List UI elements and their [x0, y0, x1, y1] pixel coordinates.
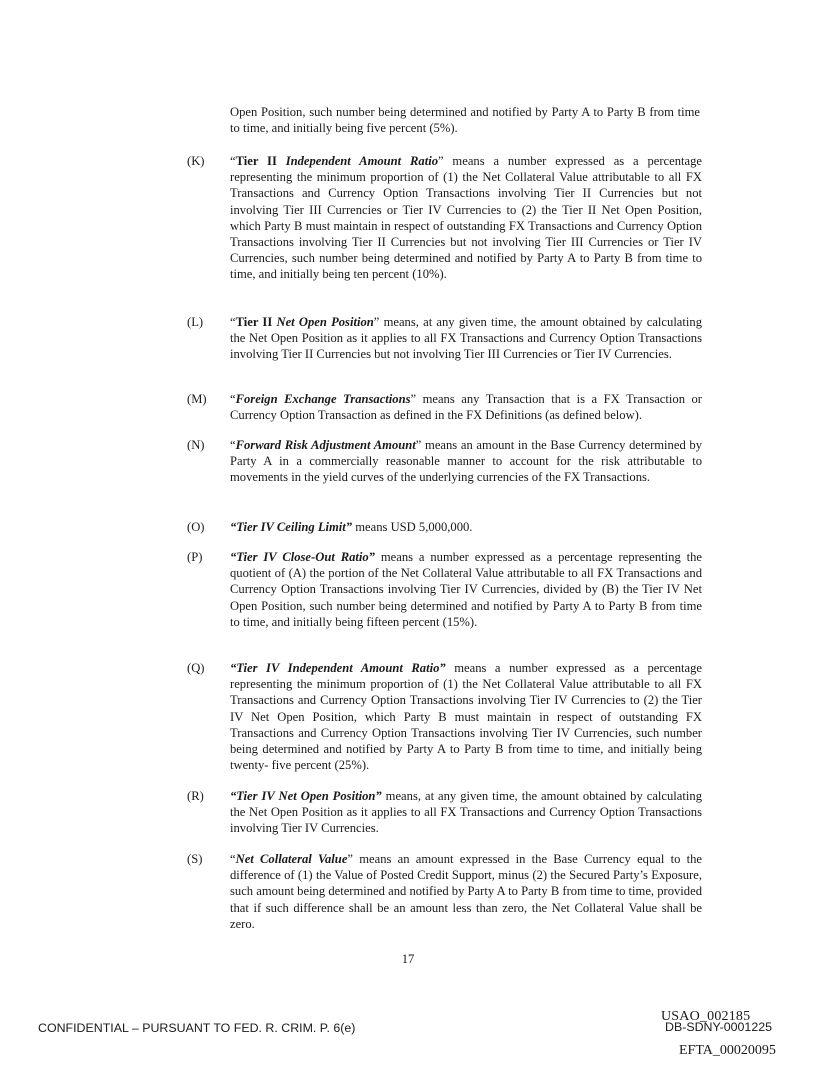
defined-term: Net Open Position	[276, 315, 374, 329]
definition-l	[187, 314, 702, 363]
definition-text	[230, 788, 702, 837]
definition-p	[187, 549, 702, 630]
defined-term: “Tier IV Ceiling Limit”	[230, 520, 353, 534]
bates-number-db: DB-SDNY-0001225	[665, 1020, 772, 1034]
definition-label: (O)	[187, 520, 205, 534]
definition-k	[187, 153, 702, 283]
definition-body: means an amount in the Base Currency determined by Party A in a commercially reasonable manner to account for the risk attributable to movements in the yield curves of the underlying currencies of the FX Transactions.	[230, 438, 703, 485]
definition-body: means a number expressed as a percentage representing the minimum proportion of (1) the Net Collateral Value attributable to all FX Transactions and Currency Option Transactions involving Tier IV Currencies to (2) the Tier IV Net Open Position, which Party B must maintain in respect of outstanding FX Transactions and Currency Option Transactions involving Tier IV Currencies, such number being determined and notified by Party A to Party B from time to time, and initially being twenty- five percent (25%).	[230, 661, 702, 773]
definition-m	[187, 391, 702, 423]
definition-label: (S)	[187, 852, 203, 866]
definition-body: means a number expressed as a percentage representing the minimum proportion of (1) the Net Collateral Value attributable to all FX Transactions and Currency Option Transactions involving Tier II Currencies but not involving Tier III Currencies or Tier IV Currencies to (2) the Tier II Net Open Position, which Party B must maintain in respect of outstanding FX Transactions and Currency Option Transactions involving Tier II Currencies but not involving Tier III Currencies or Tier IV Currencies, such number being determined and notified by Party A to Party B from time to time, and initially being ten percent (10%).	[230, 154, 702, 282]
confidential-notice: CONFIDENTIAL – PURSUANT TO FED. R. CRIM. P. 6(e)	[38, 1021, 356, 1035]
defined-term: “Tier IV Independent Amount Ratio”	[230, 661, 446, 675]
definition-text	[230, 549, 702, 630]
definition-text: “Foreign Exchange Transactions” means any Transaction that is a FX Transaction or Currency Option Transaction as defined in the FX Definitions (as defined below).	[230, 392, 702, 423]
definition-text	[230, 519, 702, 535]
definition-n	[187, 437, 702, 486]
definition-body: means USD 5,000,000.	[352, 520, 473, 534]
definition-body: means, at any given time, the amount obtained by calculating the Net Open Position as it applies to all FX Transactions and Currency Option Transactions involving Tier IV Currencies.	[230, 789, 702, 836]
defined-term: Net Collateral Value	[235, 852, 348, 866]
defined-term-prefix: Tier II	[235, 154, 277, 168]
definition-body: means an amount expressed in the Base Currency equal to the difference of (1) the Value of Posted Credit Support, minus (2) the Secured Party’s Exposure, such amount being determined and notified by Party A to Party B from time to time, provided that if such difference shall be an amount less than zero, the Net Collateral Value shall be zero.	[230, 852, 702, 931]
definition-body: means any Transaction that is a FX Transaction or Currency Option Transaction as defined in the FX Definitions (as defined below).	[230, 392, 702, 423]
definition-text	[230, 660, 702, 773]
defined-term: Foreign Exchange Transactions	[235, 392, 411, 406]
definition-label: (P)	[187, 550, 203, 564]
definition-body: means, at any given time, the amount obtained by calculating the Net Open Position as it applies to all FX Transactions and Currency Option Transactions involving Tier II Currencies but not involving Tier III Currencies or Tier IV Currencies.	[230, 315, 702, 362]
efta-number: EFTA_00020095	[679, 1043, 776, 1058]
bates-number-usao: USAO_002185	[661, 1009, 751, 1024]
definition-text: “Forward Risk Adjustment Amount” means an amount in the Base Currency determined by Party A in a commercially reasonable manner to account for the risk attributable to movements in the yield curves of the underlying currencies of the FX Transactions.	[230, 438, 703, 485]
definition-label: (M)	[187, 392, 207, 406]
definition-label: (L)	[187, 315, 204, 329]
definition-label: (K)	[187, 154, 205, 168]
defined-term: Independent Amount Ratio	[285, 154, 438, 168]
definition-text: “Net Collateral Value” means an amount expressed in the Base Currency equal to the difference of (1) the Value of Posted Credit Support, minus (2) the Secured Party’s Exposure, such amount being determined and notified by Party A to Party B from time to time, provided that if such difference shall be an amount less than zero, the Net Collateral Value shall be zero.	[230, 852, 702, 931]
definition-label: (Q)	[187, 661, 205, 675]
defined-term: “Tier IV Net Open Position”	[230, 789, 382, 803]
definition-text: “Tier II Independent Amount Ratio” means a number expressed as a percentage representing the minimum proportion of (1) the Net Collateral Value attributable to all FX Transactions and Currency Option Transactions involving Tier II Currencies but not involving Tier III Currencies or Tier IV Currencies to (2) the Tier II Net Open Position, which Party B must maintain in respect of outstanding FX Transactions and Currency Option Transactions involving Tier II Currencies but not involving Tier III Currencies or Tier IV Currencies, such number being determined and notified by Party A to Party B from time to time, and initially being ten percent (10%).	[230, 154, 702, 282]
definition-body: means a number expressed as a percentage representing the quotient of (A) the portion of the Net Collateral Value attributable to all FX Transactions and Currency Option Transactions involving Tier IV Currencies, divided by (B) the Tier IV Net Open Position, such number being determined and notified by Party A to Party B from time to time, and initially being fifteen percent (15%).	[230, 550, 703, 629]
defined-term: “Tier IV Close-Out Ratio”	[230, 550, 375, 564]
defined-term: Forward Risk Adjustment Amount	[235, 438, 416, 452]
definition-s	[187, 851, 702, 932]
defined-term-prefix: Tier II	[235, 315, 273, 329]
page-number: 17	[401, 952, 415, 966]
definition-o	[187, 519, 702, 535]
definition-text: “Tier II Net Open Position” means, at any given time, the amount obtained by calculating the Net Open Position as it applies to all FX Transactions and Currency Option Transactions involving Tier II Currencies but not involving Tier III Currencies or Tier IV Currencies.	[230, 315, 702, 362]
definition-r	[187, 788, 702, 837]
continued-paragraph: Open Position, such number being determined and notified by Party A to Party B from time to time, and initially being five percent (5%).	[230, 105, 700, 136]
definition-label: (R)	[187, 789, 204, 803]
definition-label: (N)	[187, 438, 205, 452]
definition-q	[187, 660, 702, 773]
